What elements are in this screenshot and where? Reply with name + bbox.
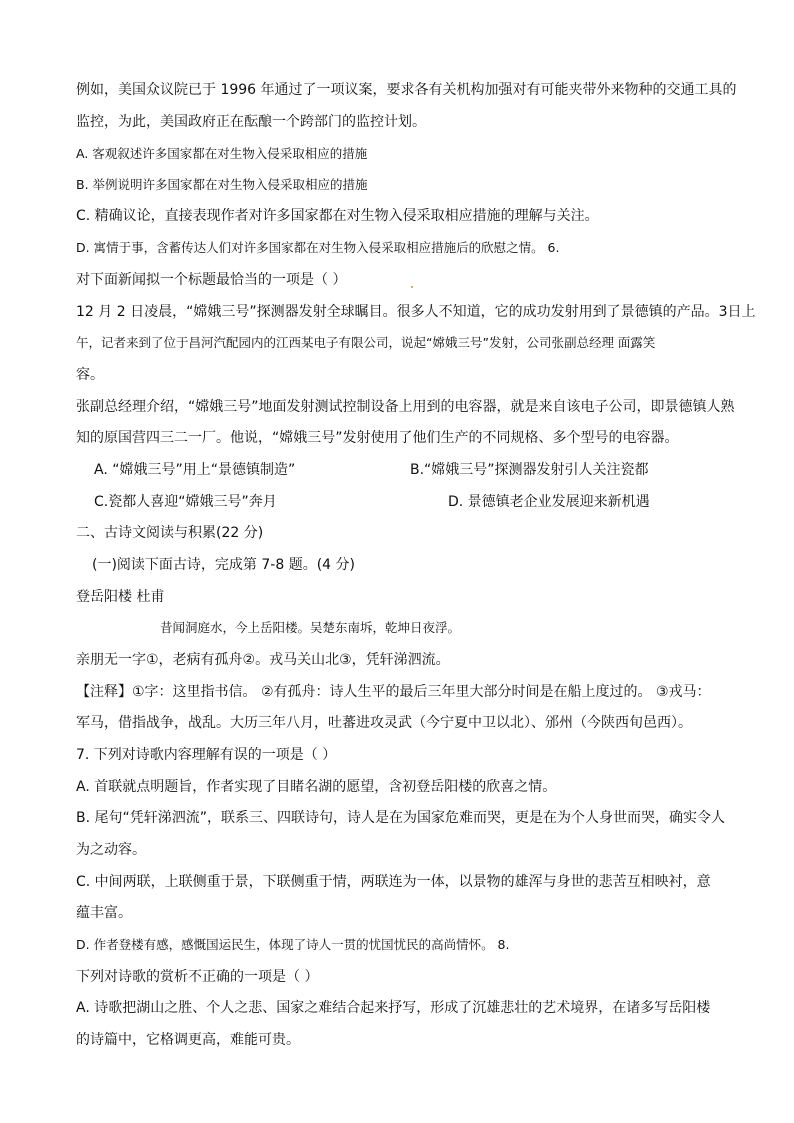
option-d: D. 寓情于事，含蓄传达人们对许多国家都在对生物入侵采取相应措施后的欣慰之情。 6. [76,240,560,255]
poem-line: 亲朋无一字①，老病有孤舟②。戎马关山北③，凭轩涕泗流。 [76,652,450,668]
option-b: B.“嫦娥三号”探测器发射引人关注瓷都 [410,462,649,478]
option-a: A. 首联就点明题旨，作者实现了目睹名湖的愿望，含初登岳阳楼的欣喜之情。 [76,779,557,795]
annotation: 军马，借指战争，战乱。大历三年八月，吐蕃进攻灵武（今宁夏中卫以北）、邠州（今陕西旬邑西）。 [76,715,692,731]
poem-line: 昔闻洞庭水，今上岳阳楼。吴楚东南坼，乾坤日夜浮。 [160,620,461,635]
option-c: C. 精确议论，直接表现作者对许多国家都在对生物入侵采取相应措施的理解与关注。 [76,208,599,224]
section-heading: 二、古诗文阅读与积累(22 分) [76,525,264,541]
news-line: 12 月 2 日凌晨，“嫦娥三号”探测器发射全球瞩目。很多人不知道，它的成功发射用到了景德镇的产品。3日上 [76,304,756,320]
question-7: 7. 下列对诗歌内容理解有误的一项是（ ） [76,747,337,763]
option-d: D. 作者登楼有感，感慨国运民生，体现了诗人一贯的忧国忧民的高尚情怀。 8. [76,937,510,952]
option-b: B. 尾句“凭轩涕泗流”，联系三、四联诗句，诗人是在为国家危难而哭，更是在为个人身世而哭，确实令人 [76,810,726,826]
option-b: 为之动容。 [76,842,146,858]
news-line: 张副总经理介绍，“嫦娥三号”地面发射测试控制设备上用到的电容器，就是来自该电子公司，即景德镇人熟 [76,399,735,415]
question-8: 下列对诗歌的赏析不正确的一项是（ ） [76,969,319,985]
option-a: 的诗篇中，它格调更高，难能可贵。 [76,1032,300,1048]
option-c: C. 中间两联，上联侧重于景，下联侧重于情，两联连为一体，以景物的雄浑与身世的悲苦互相映衬，意 [76,874,711,890]
option-d: D. 景德镇老企业发展迎来新机遇 [448,494,650,510]
option-b: B. 举例说明许多国家都在对生物入侵采取相应的措施 [76,177,368,192]
text-line: 例如，美国众议院已于 1996 年通过了一项议案，要求各有关机构加强对有可能夹带外来物种的交通工具的 [76,82,737,98]
annotation: 【注释】①字：这里指书信。 ②有孤舟：诗人生平的最后三年里大部分时间是在船上度过的。 ③戎马： [76,684,711,700]
question-6: 对下面新闻拟一个标题最恰当的一项是（ ） [76,272,347,288]
option-c: 蕴丰富。 [76,905,132,921]
news-line: 午，记者来到了位于昌河汽配园内的江西某电子有限公司，说起“嫦娥三号”发射，公司张副总经理 面露笑 [76,335,656,350]
subsection-heading: (一)阅读下面古诗，完成第 7-8 题。(4 分) [92,557,355,573]
option-c: C.瓷都人喜迎“嫦娥三号”奔月 [94,494,277,510]
stray-mark [411,286,413,288]
option-a: A. 客观叙述许多国家都在对生物入侵采取相应的措施 [76,146,368,161]
option-a: A. “嫦娥三号”用上“景德镇制造” [94,462,296,478]
news-line: 容。 [76,367,104,383]
poem-title: 登岳阳楼 杜甫 [76,589,165,605]
news-line: 知的原国营四三二一厂。他说，“嫦娥三号”发射使用了他们生产的不同规格、多个型号的电容器。 [76,430,679,446]
text-line: 监控，为此，美国政府正在酝酿一个跨部门的监控计划。 [76,114,426,130]
option-a: A. 诗歌把湖山之胜、个人之悲、国家之难结合起来抒写，形成了沉雄悲壮的艺术境界，在诸多写岳阳楼 [76,1000,711,1016]
